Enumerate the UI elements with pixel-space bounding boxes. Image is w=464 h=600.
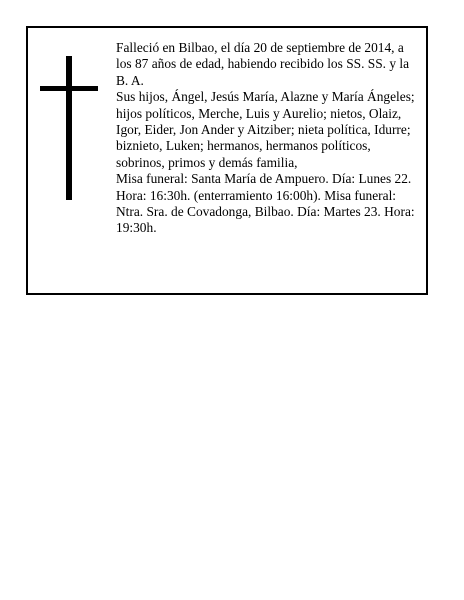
funeral-details: Misa funeral: Santa María de Ampuero. Día: Lunes 22. Hora: 16:30h. (enterramiento 16:00h). Misa funeral: Ntra. Sra. de Covadonga, Bilbao. Día: Martes 23. Hora: 19:30h. (116, 171, 415, 236)
cross-horizontal-bar (40, 86, 98, 91)
family-list: Sus hijos, Ángel, Jesús María, Alazne y María Ángeles; hijos políticos, Merche, Luis y Aurelio; nietos, Olaiz, Igor, Eider, Jon Ander y Aitziber; nieta política, Idurre; biznieto, Luken; hermanos, hermanos políticos, sobrinos, primos y demás familia, (116, 89, 415, 170)
notice-text (116, 40, 419, 237)
cross-vertical-bar (66, 56, 72, 200)
death-announcement: Falleció en Bilbao, el día 20 de septiembre de 2014, a los 87 años de edad, habiendo recibido los SS. SS. y la B. A. (116, 40, 410, 88)
obituary-notice (26, 26, 428, 295)
cross-icon (40, 56, 98, 200)
